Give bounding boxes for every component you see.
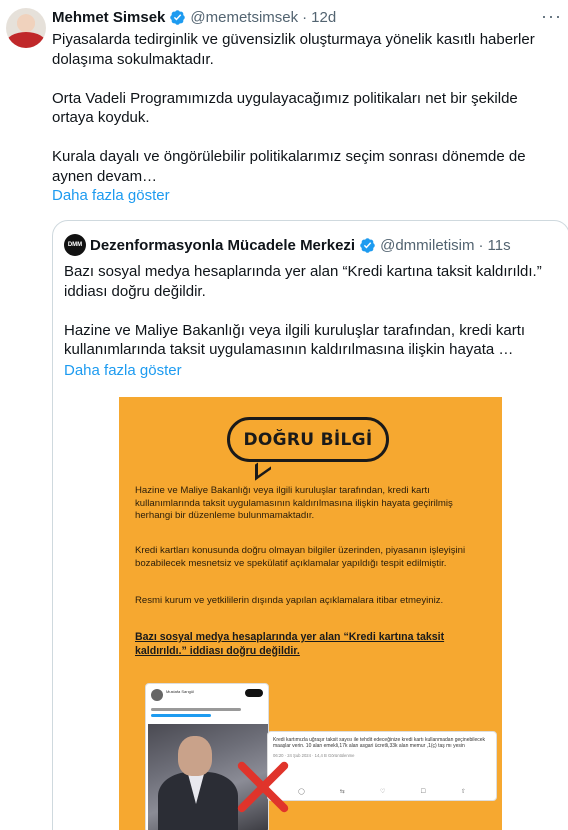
- embedded-author-name: Mustafa Sarıgül: [166, 689, 195, 694]
- quoted-tweet-header: [64, 234, 511, 256]
- tweet-time[interactable]: 12d: [311, 8, 337, 26]
- reply-icon: ◯: [298, 789, 305, 795]
- author-avatar[interactable]: [6, 8, 46, 48]
- tweet-header: [52, 7, 336, 27]
- quoted-paragraph: Hazine ve Maliye Bakanlığı veya ilgili kuruluşlar tarafından, kredi kartı kullanımlarında taksit uygulamasının kaldırılmasına ilişkin hayata …: [64, 321, 526, 358]
- dogru-bilgi-badge: DOĞRU BİLGİ: [227, 417, 389, 462]
- poster-paragraph: Resmi kurum ve yetkililerin dışında yapılan açıklamalara itibar etmeyiniz.: [135, 595, 444, 606]
- author-name[interactable]: Mehmet Simsek: [52, 8, 166, 26]
- retweet-icon: ⇆: [339, 789, 345, 795]
- attached-image[interactable]: [119, 397, 502, 830]
- quoted-tweet-text: [64, 262, 559, 360]
- separator-dot: ·: [302, 8, 308, 26]
- embedded-post-text-card: [267, 731, 497, 801]
- share-icon: ⇧: [460, 789, 466, 795]
- author-handle[interactable]: @memetsimsek: [190, 8, 299, 26]
- more-dots-icon[interactable]: ···: [541, 6, 562, 26]
- quoted-author-avatar[interactable]: DMM: [64, 234, 86, 256]
- quoted-author-name[interactable]: Dezenformasyonla Mücadele Merkezi: [90, 236, 356, 254]
- poster-paragraph: Hazine ve Maliye Bakanlığı veya ilgili kuruluşlar tarafından, kredi kartı kullanımlarında taksit uygulamasının kaldırılmasına ilişkin hayata geçirilmiş herhangi bir düzenleme bulunmamaktadır.: [135, 485, 453, 521]
- verified-badge-icon: [169, 9, 186, 26]
- red-cross-icon: [233, 757, 293, 817]
- quoted-show-more-link[interactable]: Daha fazla göster: [64, 362, 182, 379]
- embedded-post-actions: [298, 788, 466, 795]
- quoted-tweet[interactable]: [52, 220, 568, 830]
- tweet-paragraph: Orta Vadeli Programımızda uygulayacağımız politikaları net bir şekilde ortaya koyduk.: [52, 89, 518, 126]
- tweet-paragraph: Kurala dayalı ve öngörülebilir politikalarımız seçim sonrası dönemde de aynen devam…: [52, 148, 526, 185]
- bookmark-icon: ☐: [420, 789, 426, 795]
- like-icon: ♡: [379, 789, 386, 795]
- embedded-follow-button: [245, 689, 263, 697]
- tweet-text: [52, 30, 552, 186]
- quoted-tweet-time: 11s: [487, 236, 511, 254]
- embedded-post-meta: 06:20 · 24 Şub 2024 · 14,4 B Görüntülenme: [273, 752, 355, 758]
- show-more-link[interactable]: Daha fazla göster: [52, 187, 170, 204]
- separator-dot: ·: [478, 236, 484, 254]
- quoted-paragraph: Bazı sosyal medya hesaplarında yer alan “Kredi kartına taksit kaldırıldı.” iddiası doğru değildir.: [64, 263, 542, 300]
- tweet-paragraph: Piyasalarda tedirginlik ve güvensizlik oluşturmaya yönelik kasıtlı haberler dolaşıma sokulmaktadır.: [52, 31, 535, 68]
- embedded-avatar: [151, 689, 163, 701]
- embedded-post-text: Kredi kartımızla uğraşır taksit sayısı ile tehdit edeceğinize kredi kartı kullanmadan geçinebilecek maaşlar verin. 10 alan emekli,17k alan asgari ücretli,33k alan memur ,1(ç) taş mı yesin: [273, 737, 486, 750]
- poster-paragraph: Kredi kartları konusunda doğru olmayan bilgiler üzerinden, piyasanın işleyişini bozabilecek mesnetsiz ve spekülatif açıklamalar yapıldığı tespit edilmiştir.: [135, 545, 466, 569]
- poster-conclusion: Bazı sosyal medya hesaplarında yer alan “Kredi kartına taksit kaldırıldı.” iddiası doğru değildir.: [135, 631, 445, 657]
- quoted-author-handle: @dmmiletisim: [380, 236, 475, 254]
- verified-badge-icon: [359, 237, 376, 254]
